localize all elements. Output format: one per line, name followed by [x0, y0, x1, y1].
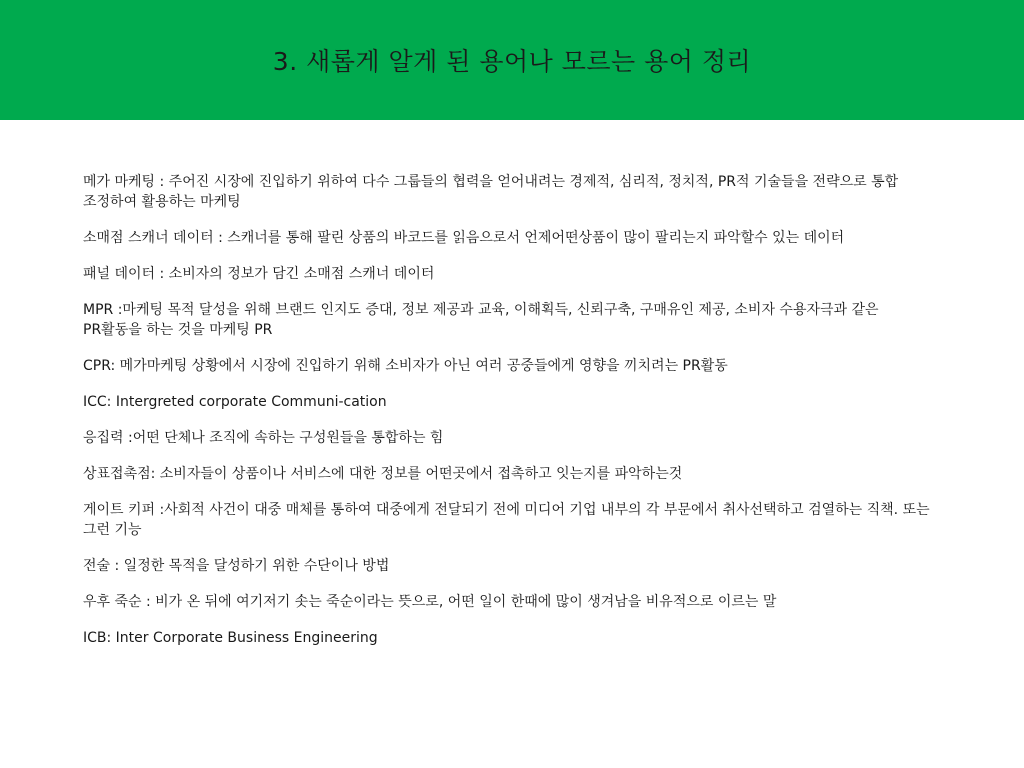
term-entry-icb: ICB: Inter Corporate Business Engineering [83, 630, 378, 646]
term-entry-cpr: CPR: 메가마케팅 상황에서 시장에 진입하기 위해 소비자가 아닌 여러 공중들에게 영향을 끼치려는 PR활동 [83, 358, 728, 374]
slide-title: 3. 새롭게 알게 된 용어나 모르는 용어 정리 [272, 46, 752, 76]
term-entry-brand-contact-point: 상표접촉점: 소비자들이 상품이나 서비스에 대한 정보를 어떤곳에서 접촉하고 잇는지를 파악하는것 [83, 466, 683, 482]
term-entry-panel-data: 패널 데이터 : 소비자의 정보가 담긴 소매점 스캐너 데이터 [83, 266, 435, 282]
term-list [83, 172, 933, 664]
term-entry-mega-marketing: 메가 마케팅 : 주어진 시장에 진입하기 위하여 다수 그룹들의 협력을 얻어내려는 경제적, 심리적, 정치적, PR적 기술들을 전략으로 통합 조정하여 활용하는 마케팅 [83, 174, 899, 210]
title-banner [0, 0, 1024, 120]
term-entry-gatekeeper: 게이트 키퍼 :사회적 사건이 대중 매체를 통하여 대중에게 전달되기 전에 미디어 기업 내부의 각 부문에서 취사선택하고 검열하는 직책. 또는 그런 기능 [83, 502, 930, 538]
term-entry-mpr: MPR :마케팅 목적 달성을 위해 브랜드 인지도 증대, 정보 제공과 교육, 이해획득, 신뢰구축, 구매유인 제공, 소비자 수용자극과 같은 PR활동을 하는 것을 마케팅 PR [83, 302, 879, 338]
term-entry-tactics: 전술 : 일정한 목적을 달성하기 위한 수단이나 방법 [83, 558, 390, 574]
term-entry-cohesion: 응집력 :어떤 단체나 조직에 속하는 구성원들을 통합하는 힘 [83, 430, 444, 446]
term-entry-icc: ICC: Intergreted corporate Communi-cation [83, 394, 387, 410]
term-entry-retail-scanner-data: 소매점 스캐너 데이터 : 스캐너를 통해 팔린 상품의 바코드를 읽음으로서 언제어떤상품이 많이 팔리는지 파악할수 있는 데이터 [83, 230, 845, 246]
term-entry-bamboo-shoots: 우후 죽순 : 비가 온 뒤에 여기저기 솟는 죽순이라는 뜻으로, 어떤 일이 한때에 많이 생겨남을 비유적으로 이르는 말 [83, 594, 777, 610]
